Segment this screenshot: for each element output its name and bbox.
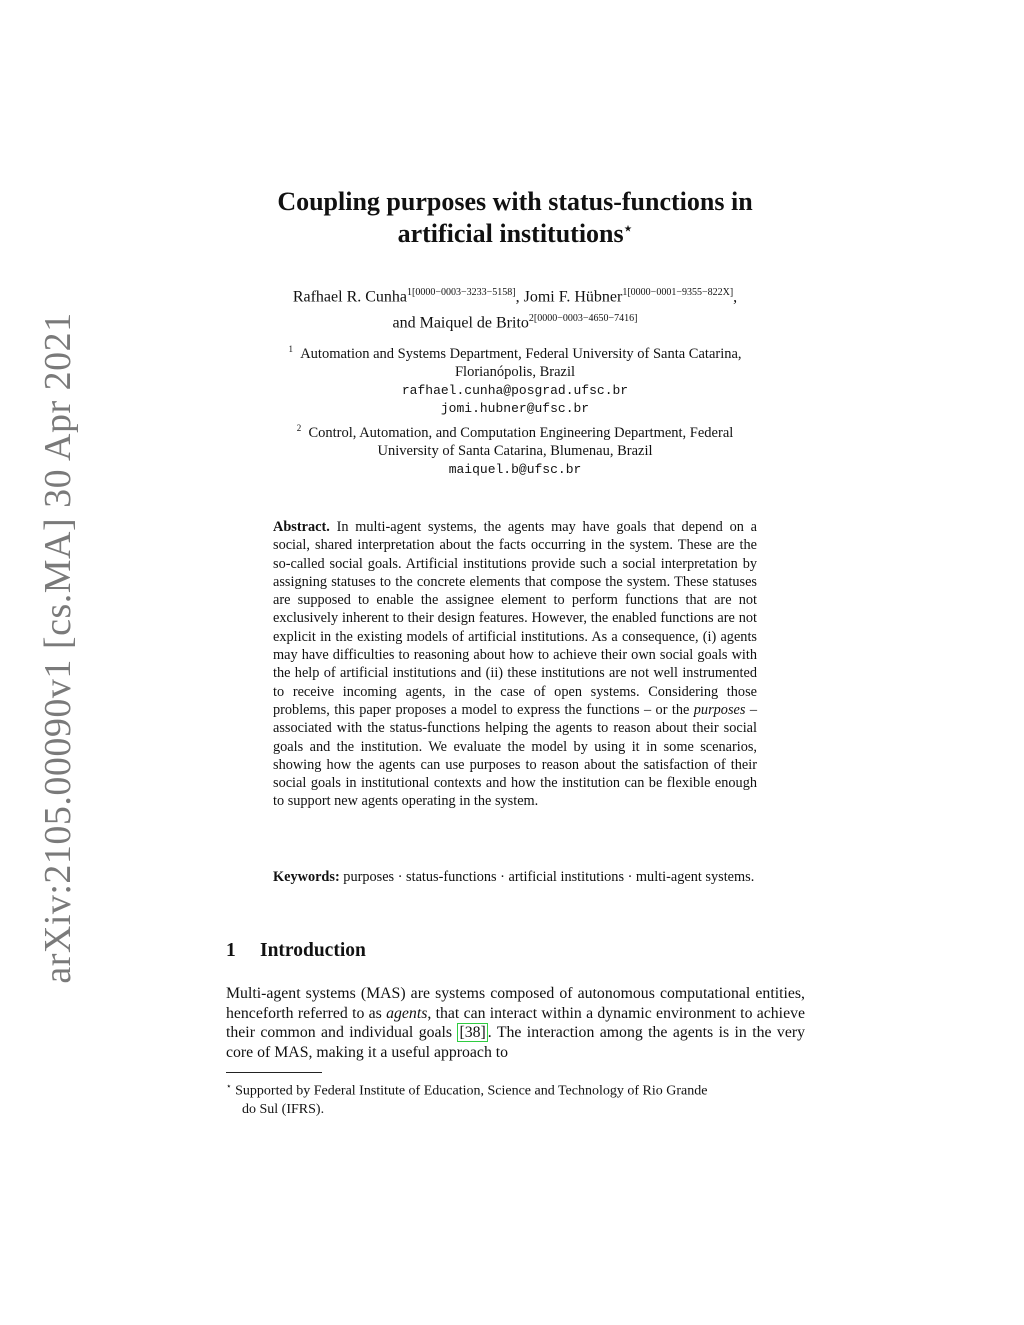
email-cunha[interactable]: rafhael.cunha@posgrad.ufsc.br <box>401 382 629 398</box>
author-3-name: and Maiquel de Brito <box>392 314 529 332</box>
keywords <box>273 868 757 886</box>
affiliations <box>230 340 800 479</box>
email-hubner[interactable]: jomi.hubner@ufsc.br <box>440 401 590 417</box>
authors-line-1 <box>180 282 850 308</box>
title-line-1: Coupling purposes with status-functions in <box>277 187 753 216</box>
section-heading <box>226 940 366 962</box>
citation-link[interactable]: [38] <box>459 1024 486 1042</box>
title-footnote-mark: ⋆ <box>623 222 633 237</box>
intro-text-1: Multi-agent systems (MAS) are systems composed of autonomous computational entities, henceforth referred to as <box>226 985 805 1022</box>
intro-emphasis: agents <box>386 1004 428 1022</box>
affiliation-1-line-2: Florianópolis, Brazil <box>454 364 575 381</box>
keywords-label: Keywords: <box>273 869 340 885</box>
author-1-orcid: 1[0000−0003−3233−5158] <box>407 287 516 298</box>
arxiv-identifier: arXiv:2105.00090v1 [cs.MA] 30 Apr 2021 <box>37 312 79 984</box>
affiliation-2-line-2: University of Santa Catarina, Blumenau, Brazil <box>377 443 653 460</box>
footnote-mark: ⋆ <box>226 1081 232 1091</box>
author-1-name: Rafhael R. Cunha <box>292 288 408 306</box>
abstract-text-2: – associated with the status-functions helping the agents to reason about their social goals and the institution. We evaluate the model by using it in some scenarios, showing how the agents can use purposes to reason about the satisfaction of their social goals in institutional contexts and how the institution can be flexible enough to support new agents operating in the system. <box>273 701 757 810</box>
abstract-emphasis: purposes <box>693 701 746 718</box>
intro-paragraph <box>226 984 805 1062</box>
section-number: 1 <box>226 940 236 961</box>
intro-text-2: , that can interact within a dynamic environment to achieve their common and individual goals <box>226 1004 805 1042</box>
footnote-line-1 <box>226 1077 805 1101</box>
author-2-orcid: 1[0000−0001−9355−822X] <box>622 287 734 298</box>
abstract-label: Abstract. <box>273 519 330 535</box>
email-brito[interactable]: maiquel.b@ufsc.br <box>448 461 582 477</box>
author-2-name: , Jomi F. Hübner <box>515 288 623 306</box>
affiliation-1-line-1 <box>230 340 800 363</box>
intro-text-3: . The interaction among the agents is in the very core of MAS, making it a useful approach to <box>226 1024 805 1061</box>
abstract <box>273 518 757 811</box>
affiliation-1-text: Automation and Systems Department, Federal University of Santa Catarina, <box>300 345 742 362</box>
section-title: Introduction <box>260 940 366 961</box>
authors-line-2 <box>180 308 850 334</box>
affiliation-1-number: 1 <box>288 344 293 354</box>
footnote-text-1: Supported by Federal Institute of Education, Science and Technology of Rio Grande <box>231 1083 708 1099</box>
title-line-2 <box>200 218 830 250</box>
author-separator: , <box>733 288 738 306</box>
footnote <box>226 1077 805 1119</box>
keywords-text: purposes · status-functions · artificial institutions · multi-agent systems. <box>339 869 755 885</box>
footnote-rule <box>226 1072 322 1073</box>
author-3-orcid: 2[0000−0003−4650−7416] <box>528 313 638 325</box>
footnote-line-2: do Sul (IFRS). <box>242 1101 325 1117</box>
affiliation-2-text: Control, Automation, and Computation Engineering Department, Federal <box>308 424 734 441</box>
affiliation-2-number: 2 <box>296 422 302 433</box>
title-line-2-text: artificial institutions <box>397 219 624 248</box>
author-list <box>180 282 850 335</box>
paper-title <box>200 186 830 250</box>
abstract-text-1: In multi-agent systems, the agents may have goals that depend on a social, shared interpretation about the facts occurring in the system. These are the so-called social goals. Artificial institutions provide such a social interpretation by assigning statuses to the concrete elements that compose the system. These statuses are supposed to enable the assignee element to perform functions that are not exclusively inherent to their design features. However, the enabled functions are not explicit in the existing models of artificial institutions. As a consequence, (i) agents may have difficulties to reasoning about how to achieve their own social goals with the help of artificial institutions and (ii) these institutions are not well instrumented to receive incoming agents, in the case of open systems. Considering those problems, this paper proposes a model to express the functions – or the <box>273 519 757 718</box>
affiliation-2-line-1 <box>230 419 800 442</box>
